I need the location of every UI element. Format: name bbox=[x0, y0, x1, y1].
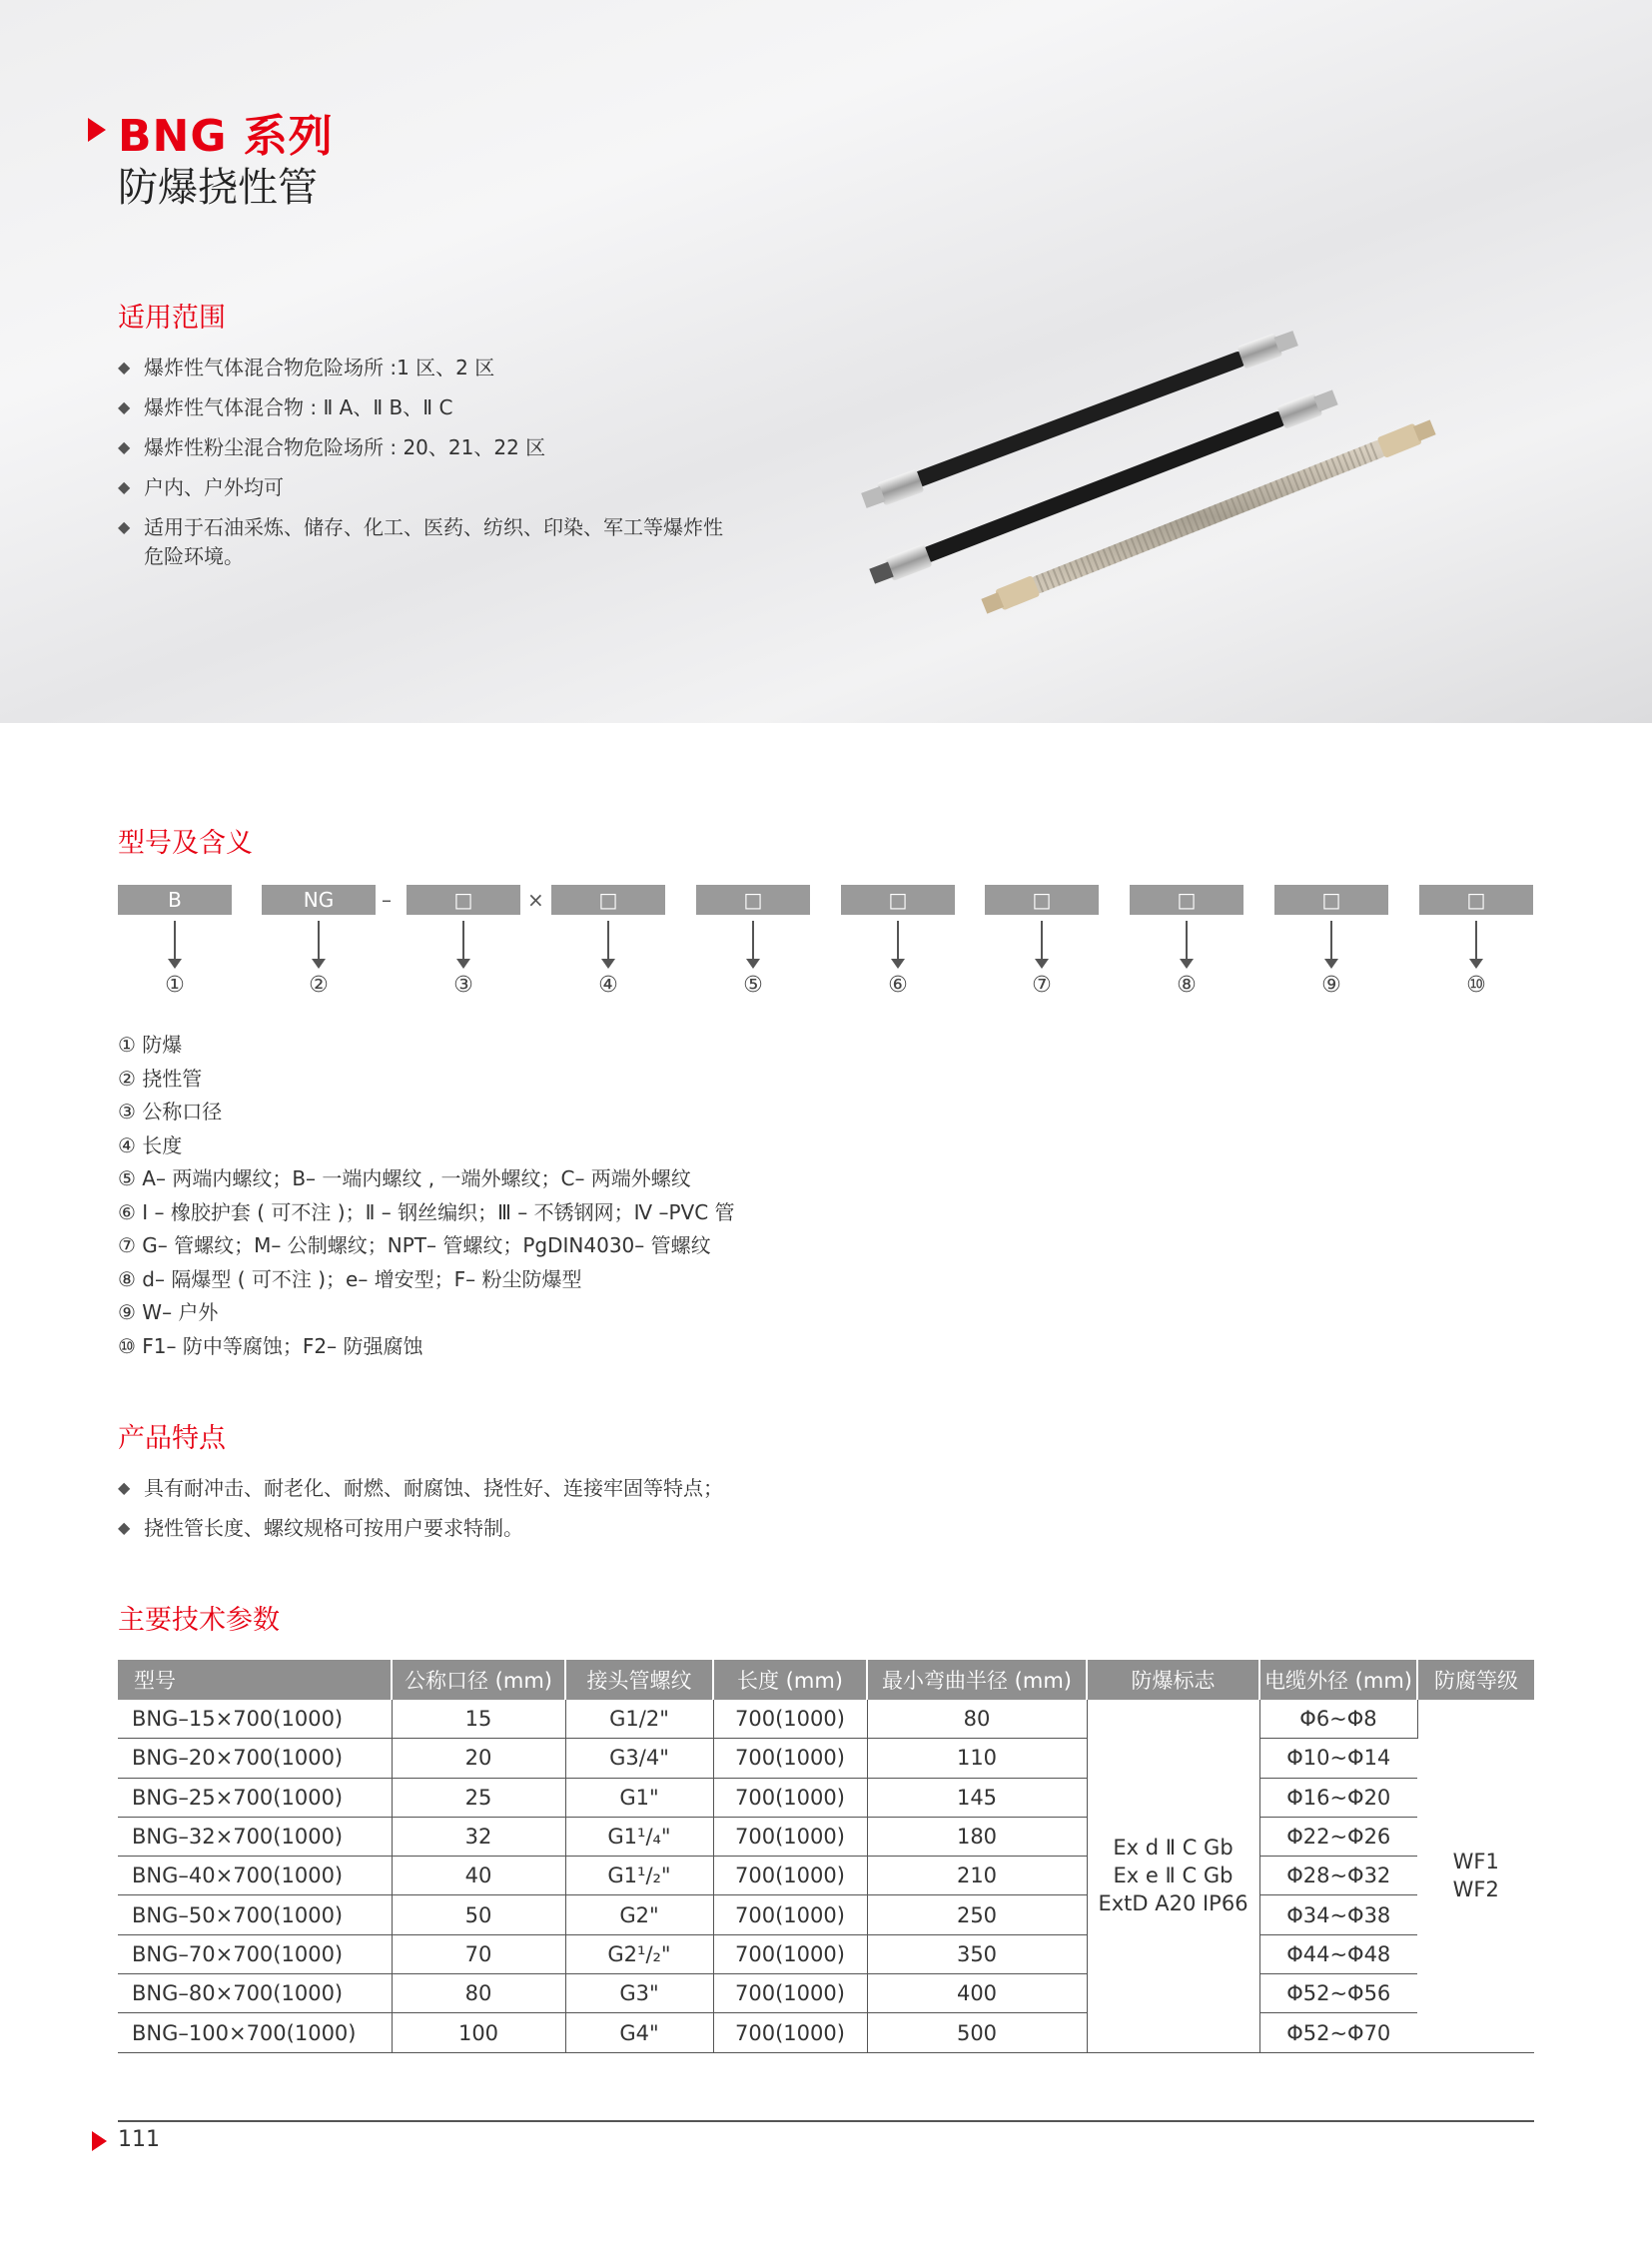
features-list bbox=[118, 1468, 723, 1548]
model-legend bbox=[118, 1029, 735, 1363]
code-box: □ bbox=[841, 885, 955, 915]
down-arrow-icon bbox=[1330, 921, 1332, 961]
cell-thread: G1¹/₄" bbox=[565, 1817, 713, 1856]
cell-model: BNG–25×700(1000) bbox=[118, 1778, 392, 1817]
column-header: 防腐等级 bbox=[1417, 1660, 1534, 1700]
list-item: ◆ 爆炸性粉尘混合物危险场所 : 20、21、22 区 bbox=[118, 427, 723, 467]
code-box: □ bbox=[1130, 885, 1243, 915]
cell-model: BNG–70×700(1000) bbox=[118, 1934, 392, 1973]
cell-dn: 100 bbox=[392, 2013, 565, 2052]
cell-cable: Φ6~Φ8 bbox=[1259, 1700, 1417, 1739]
page-number: 111 bbox=[118, 2127, 160, 2152]
cell-dn: 25 bbox=[392, 1778, 565, 1817]
cell-model: BNG–100×700(1000) bbox=[118, 2013, 392, 2052]
table-row bbox=[118, 1857, 1534, 1895]
cell-model: BNG–80×700(1000) bbox=[118, 1974, 392, 2013]
cell-length: 700(1000) bbox=[713, 1700, 867, 1739]
cell-cable: Φ52~Φ70 bbox=[1259, 2013, 1417, 2052]
code-number: ⑥ bbox=[888, 973, 908, 998]
down-arrow-icon bbox=[752, 921, 754, 961]
page-title: BNG 系列 bbox=[118, 111, 334, 162]
column-header: 接头管螺纹 bbox=[565, 1660, 713, 1700]
down-arrow-icon bbox=[897, 921, 899, 961]
legend-item: ⑦ G– 管螺纹；M– 公制螺纹；NPT– 管螺纹；PgDIN4030– 管螺纹 bbox=[118, 1233, 711, 1257]
code-number: ③ bbox=[453, 973, 473, 998]
cell-dn: 20 bbox=[392, 1739, 565, 1778]
legend-item: ⑤ A– 两端内螺纹；B– 一端内螺纹 , 一端外螺纹；C– 两端外螺纹 bbox=[118, 1166, 691, 1190]
cell-cable: Φ34~Φ38 bbox=[1259, 1895, 1417, 1934]
cell-model: BNG–50×700(1000) bbox=[118, 1895, 392, 1934]
cell-length: 700(1000) bbox=[713, 2013, 867, 2052]
cell-model: BNG–15×700(1000) bbox=[118, 1700, 392, 1739]
table-row bbox=[118, 1817, 1534, 1856]
down-arrow-icon bbox=[462, 921, 464, 961]
code-number: ⑧ bbox=[1177, 973, 1197, 998]
cell-dn: 50 bbox=[392, 1895, 565, 1934]
cell-radius: 210 bbox=[867, 1857, 1087, 1895]
table-row bbox=[118, 1739, 1534, 1778]
cell-length: 700(1000) bbox=[713, 1778, 867, 1817]
cell-cable: Φ44~Φ48 bbox=[1259, 1934, 1417, 1973]
cell-length: 700(1000) bbox=[713, 1857, 867, 1895]
cell-cable: Φ10~Φ14 bbox=[1259, 1739, 1417, 1778]
hose-black-1 bbox=[860, 330, 1299, 512]
page-arrow-icon bbox=[92, 2131, 107, 2151]
spec-table bbox=[118, 1660, 1534, 2053]
cell-thread: G2¹/₂" bbox=[565, 1934, 713, 1973]
product-image bbox=[859, 330, 1438, 619]
list-item: ◆ 爆炸性气体混合物 : Ⅱ A、Ⅱ B、Ⅱ C bbox=[118, 387, 723, 427]
cell-radius: 500 bbox=[867, 2013, 1087, 2052]
code-box: □ bbox=[1274, 885, 1388, 915]
cell-radius: 400 bbox=[867, 1974, 1087, 2013]
column-header: 长度 (mm) bbox=[713, 1660, 867, 1700]
down-arrow-icon bbox=[174, 921, 176, 961]
cell-thread: G1¹/₂" bbox=[565, 1857, 713, 1895]
cell-length: 700(1000) bbox=[713, 1974, 867, 2013]
cell-thread: G3/4" bbox=[565, 1739, 713, 1778]
table-row bbox=[118, 2013, 1534, 2052]
code-number: ⑩ bbox=[1466, 973, 1486, 998]
down-arrow-icon bbox=[1041, 921, 1043, 961]
model-heading: 型号及含义 bbox=[118, 828, 253, 859]
params-heading: 主要技术参数 bbox=[118, 1605, 280, 1636]
legend-item: ⑥ Ⅰ – 橡胶护套 ( 可不注 )；Ⅱ – 钢丝编织；Ⅲ – 不锈钢网；Ⅳ –PVC 管 bbox=[118, 1199, 735, 1224]
code-box: □ bbox=[551, 885, 665, 915]
code-number: ④ bbox=[598, 973, 618, 998]
cell-radius: 250 bbox=[867, 1895, 1087, 1934]
footer-divider bbox=[118, 2120, 1534, 2122]
cell-model: BNG–32×700(1000) bbox=[118, 1817, 392, 1856]
list-item: ◆ 爆炸性气体混合物危险场所 :1 区、2 区 bbox=[118, 348, 723, 387]
cell-thread: G1/2" bbox=[565, 1700, 713, 1739]
down-arrow-icon bbox=[607, 921, 609, 961]
column-header: 公称口径 (mm) bbox=[392, 1660, 565, 1700]
cell-length: 700(1000) bbox=[713, 1895, 867, 1934]
cell-cable: Φ52~Φ56 bbox=[1259, 1974, 1417, 2013]
cell-thread: G1" bbox=[565, 1778, 713, 1817]
code-number: ② bbox=[309, 973, 329, 998]
code-separator: – bbox=[382, 888, 392, 912]
cell-dn: 80 bbox=[392, 1974, 565, 2013]
code-number: ① bbox=[165, 973, 185, 998]
cell-cable: Φ22~Φ26 bbox=[1259, 1817, 1417, 1856]
column-header: 型号 bbox=[118, 1660, 392, 1700]
cell-radius: 350 bbox=[867, 1934, 1087, 1973]
scope-heading: 适用范围 bbox=[118, 303, 226, 334]
cell-length: 700(1000) bbox=[713, 1739, 867, 1778]
list-item-continuation: 危险环境。 bbox=[144, 544, 244, 568]
down-arrow-icon bbox=[1475, 921, 1477, 961]
code-number: ⑨ bbox=[1321, 973, 1341, 998]
cell-dn: 15 bbox=[392, 1700, 565, 1739]
code-number: ⑤ bbox=[743, 973, 763, 998]
cell-cable: Φ16~Φ20 bbox=[1259, 1778, 1417, 1817]
down-arrow-icon bbox=[318, 921, 320, 961]
legend-item: ⑩ F1– 防中等腐蚀；F2– 防强腐蚀 bbox=[118, 1333, 423, 1358]
cell-radius: 145 bbox=[867, 1778, 1087, 1817]
legend-item: ③ 公称口径 bbox=[118, 1100, 223, 1123]
cell-length: 700(1000) bbox=[713, 1934, 867, 1973]
cell-radius: 80 bbox=[867, 1700, 1087, 1739]
table-row bbox=[118, 1700, 1534, 1739]
list-item: ◆ 户内、户外均可 bbox=[118, 467, 723, 507]
legend-item: ⑧ d– 隔爆型 ( 可不注 )；e– 增安型；F– 粉尘防爆型 bbox=[118, 1266, 582, 1291]
cell-length: 700(1000) bbox=[713, 1817, 867, 1856]
code-box: □ bbox=[407, 885, 520, 915]
code-box: □ bbox=[985, 885, 1099, 915]
legend-item: ④ 长度 bbox=[118, 1132, 183, 1157]
column-header: 电缆外径 (mm) bbox=[1259, 1660, 1417, 1700]
cell-thread: G3" bbox=[565, 1974, 713, 2013]
table-row bbox=[118, 1778, 1534, 1817]
legend-item: ⑨ W– 户外 bbox=[118, 1300, 219, 1324]
code-box: B bbox=[118, 885, 232, 915]
list-item: ◆ 适用于石油采炼、储存、化工、医药、纺织、印染、军工等爆炸性 危险环境。 bbox=[118, 507, 723, 571]
list-item: ◆ 挠性管长度、螺纹规格可按用户要求特制。 bbox=[118, 1508, 723, 1548]
cell-thread: G2" bbox=[565, 1895, 713, 1934]
list-item: ◆ 具有耐冲击、耐老化、耐燃、耐腐蚀、挠性好、连接牢固等特点； bbox=[118, 1468, 723, 1508]
cell-radius: 110 bbox=[867, 1739, 1087, 1778]
cell-dn: 70 bbox=[392, 1934, 565, 1973]
cell-cable: Φ28~Φ32 bbox=[1259, 1857, 1417, 1895]
code-box: □ bbox=[1419, 885, 1533, 915]
cell-dn: 40 bbox=[392, 1857, 565, 1895]
table-row bbox=[118, 1974, 1534, 2013]
column-header: 防爆标志 bbox=[1087, 1660, 1259, 1700]
table-header-row bbox=[118, 1660, 1534, 1700]
column-header: 最小弯曲半径 (mm) bbox=[867, 1660, 1087, 1700]
cell-model: BNG–40×700(1000) bbox=[118, 1857, 392, 1895]
legend-item: ② 挠性管 bbox=[118, 1066, 203, 1091]
cell-ex-mark: Ex d Ⅱ C Gb Ex e Ⅱ C Gb ExtD A20 IP66 bbox=[1087, 1700, 1259, 2052]
code-box: □ bbox=[696, 885, 810, 915]
code-number: ⑦ bbox=[1032, 973, 1052, 998]
code-box: NG bbox=[262, 885, 376, 915]
code-separator: × bbox=[527, 888, 544, 912]
cell-thread: G4" bbox=[565, 2013, 713, 2052]
page-subtitle: 防爆挠性管 bbox=[118, 165, 318, 211]
legend-item: ① 防爆 bbox=[118, 1033, 183, 1057]
down-arrow-icon bbox=[1186, 921, 1188, 961]
cell-radius: 180 bbox=[867, 1817, 1087, 1856]
features-heading: 产品特点 bbox=[118, 1423, 226, 1454]
cell-dn: 32 bbox=[392, 1817, 565, 1856]
scope-list bbox=[118, 348, 723, 571]
table-row bbox=[118, 1934, 1534, 1973]
title-arrow-icon bbox=[88, 118, 106, 142]
cell-model: BNG–20×700(1000) bbox=[118, 1739, 392, 1778]
cell-corrosion: WF1 WF2 bbox=[1417, 1700, 1534, 2052]
table-row bbox=[118, 1895, 1534, 1934]
